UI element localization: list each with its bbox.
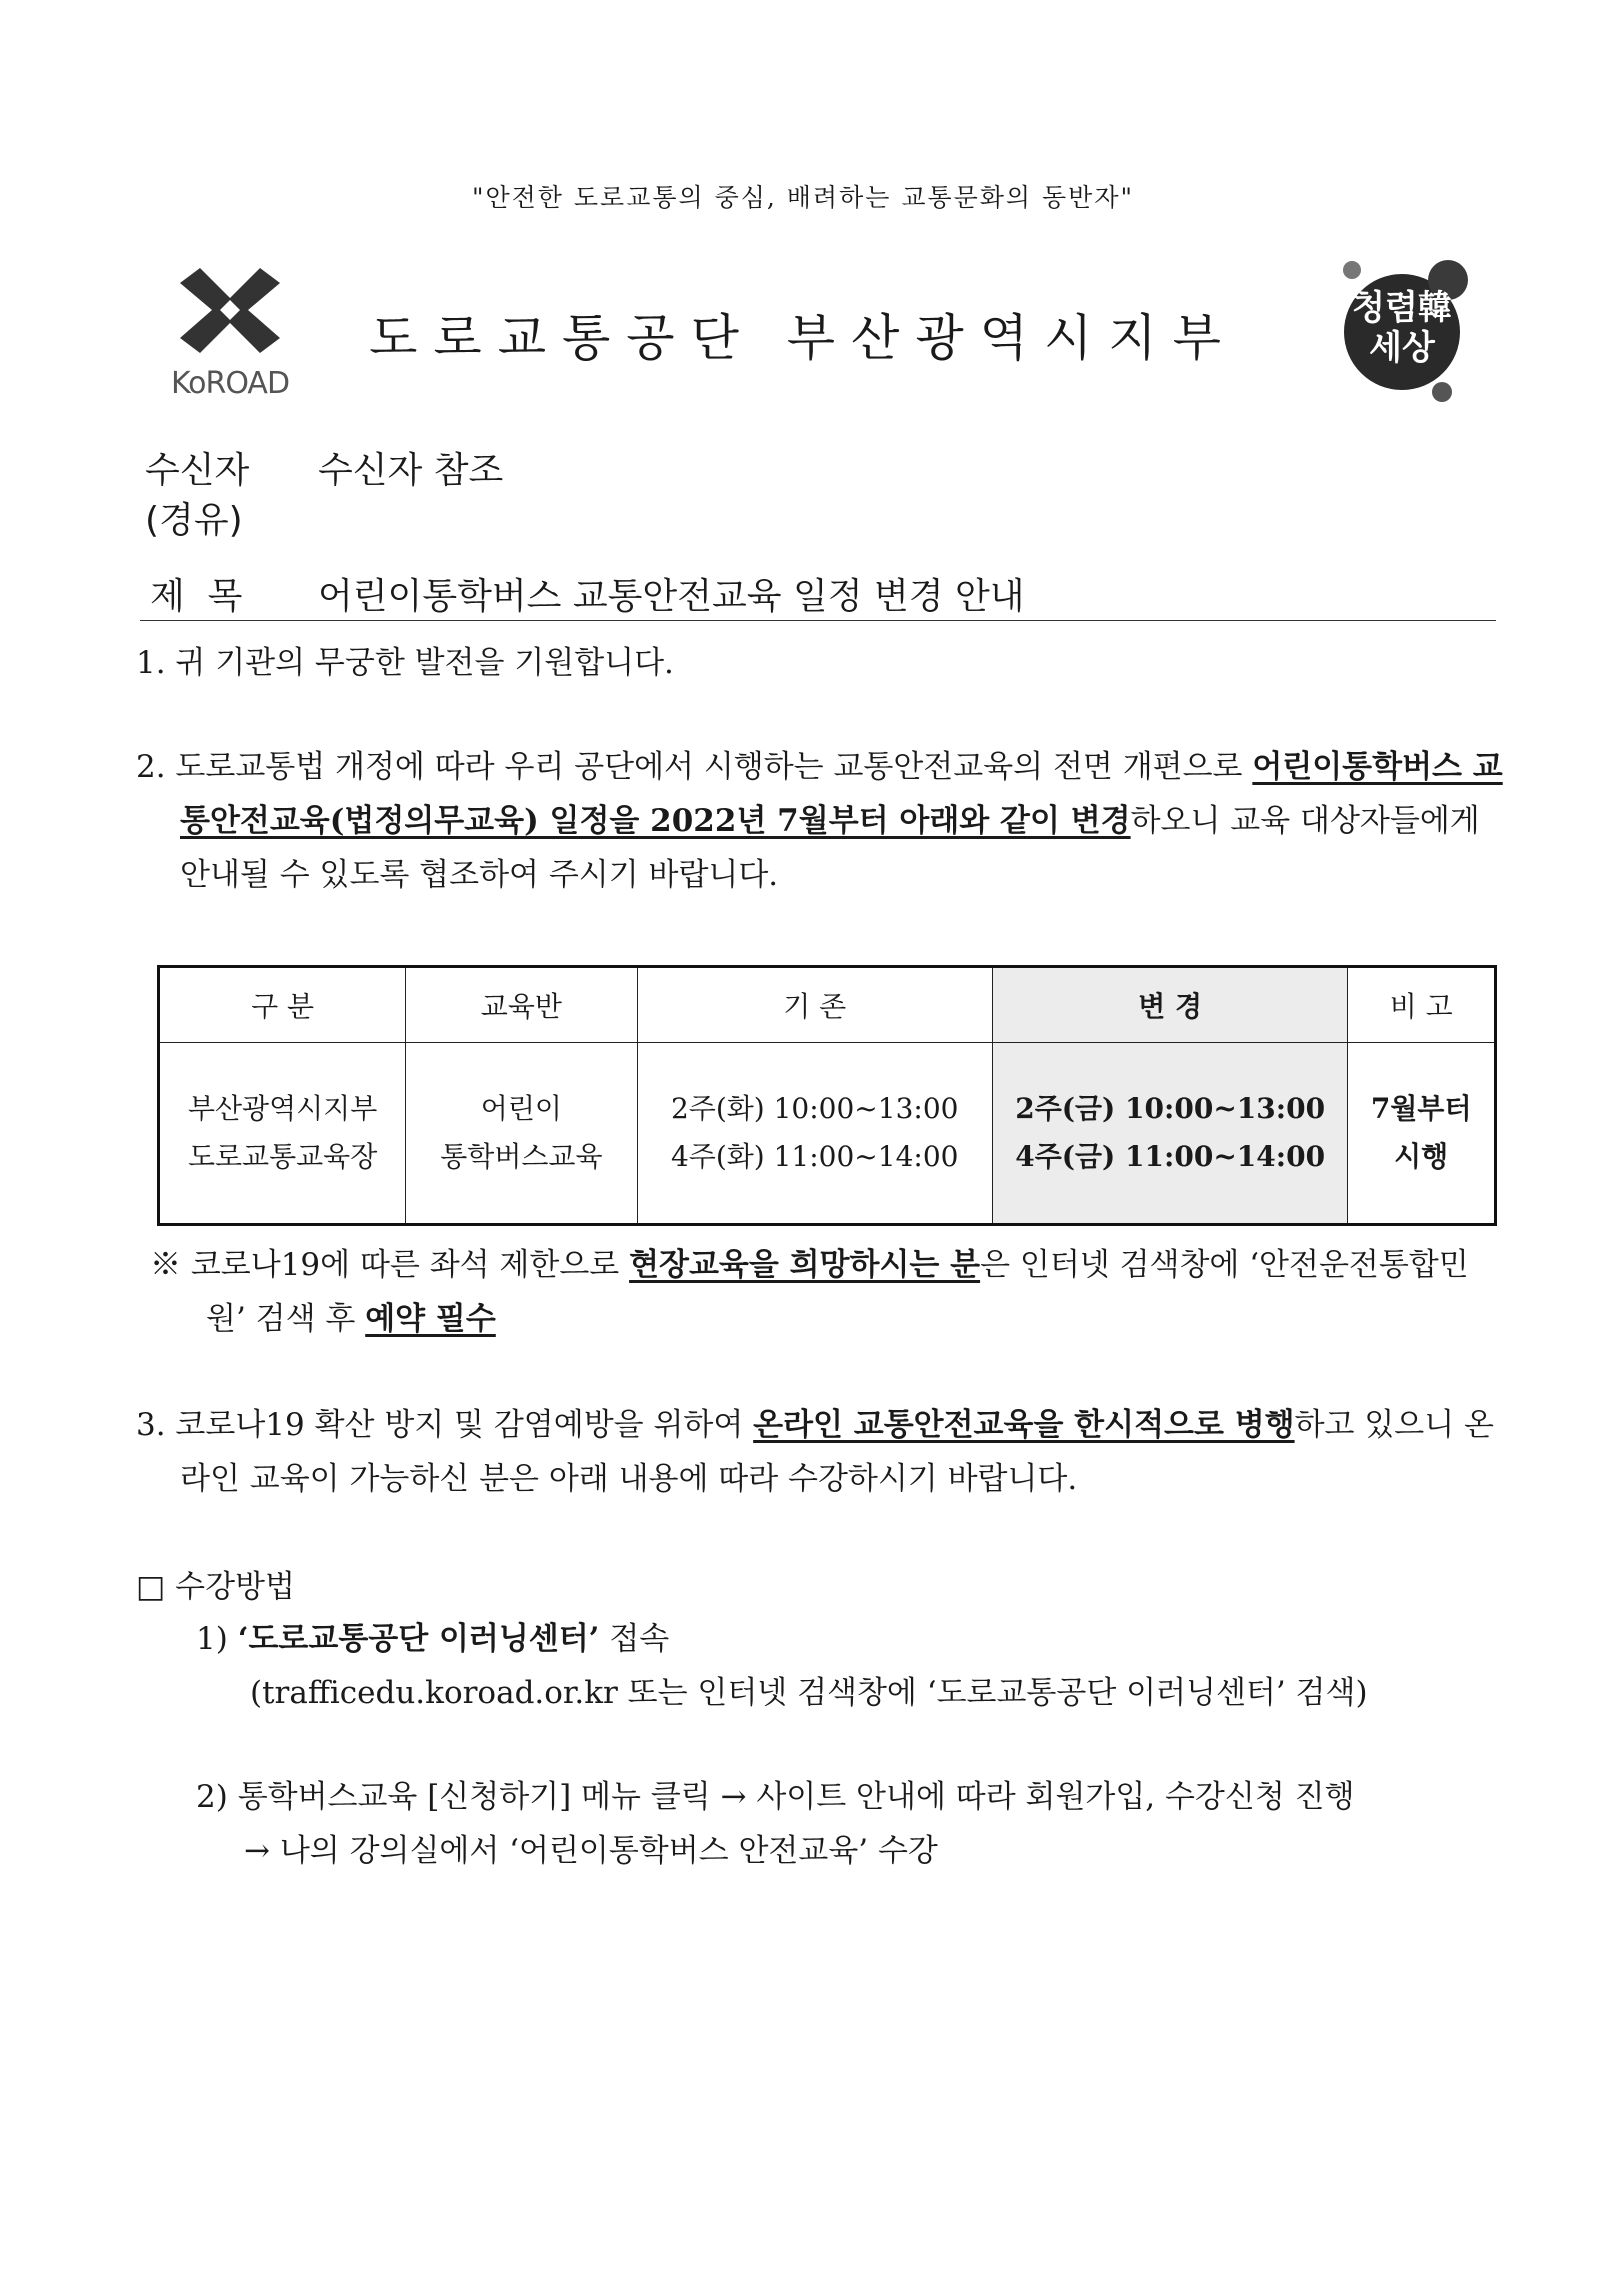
- note-middle: 은 인터넷 검색창에 ‘안전운전통합민원’ 검색 후: [206, 1247, 1469, 1337]
- method-step-2: [196, 1770, 1506, 1824]
- subject-label: 제 목: [150, 576, 243, 617]
- step-2-number: 2): [196, 1779, 228, 1815]
- header-division: 구 분: [159, 967, 406, 1043]
- method-step-1: [196, 1612, 1496, 1666]
- covid-note: [150, 1238, 1500, 1346]
- paragraph-2-prefix: 2. 도로교통법 개정에 따라 우리 공단에서 시행하는 교통안전교육의 전면 개편으로: [136, 749, 1253, 785]
- cell-division-line: 도로교통교육장: [187, 1140, 378, 1173]
- cell-note: [1348, 1043, 1496, 1225]
- checkbox-icon: □: [136, 1569, 166, 1605]
- cell-division-line: 부산광역시지부: [187, 1092, 378, 1125]
- header-after: 변 경: [992, 967, 1347, 1043]
- cell-before-line: 2주(화) 10:00~13:00: [670, 1092, 959, 1125]
- cell-class-line: 통학버스교육: [440, 1140, 603, 1173]
- cell-after: [992, 1043, 1347, 1225]
- cell-division: [159, 1043, 406, 1225]
- header-before: 기 존: [637, 967, 992, 1043]
- header-class: 교육반: [406, 967, 637, 1043]
- note-emphasis-2: 예약 필수: [365, 1301, 496, 1337]
- step-1-detail: (trafficedu.koroad.or.kr 또는 인터넷 검색창에 ‘도로교통공단 이러닝센터’ 검색): [250, 1675, 1368, 1711]
- cell-class-line: 어린이: [480, 1092, 562, 1125]
- method-title: [136, 1560, 295, 1614]
- paragraph-3: [136, 1398, 1506, 1506]
- cell-note-line: 7월부터: [1370, 1092, 1472, 1125]
- via-label: (경유): [145, 500, 243, 541]
- table-row: [159, 1043, 1496, 1225]
- step-1-action: 접속: [599, 1621, 670, 1657]
- seal-text: 청렴韓 세상: [1352, 288, 1452, 368]
- paragraph-3-prefix: 3. 코로나19 확산 방지 및 감염예방을 위하여: [136, 1407, 754, 1443]
- integrity-seal: [1330, 250, 1480, 410]
- cell-after-line: 4주(금) 11:00~14:00: [1015, 1140, 1326, 1173]
- method-title-text: 수강방법: [175, 1569, 295, 1605]
- cell-before: [637, 1043, 992, 1225]
- cell-after-line: 2주(금) 10:00~13:00: [1015, 1092, 1326, 1125]
- cell-note-line: 시행: [1394, 1140, 1449, 1173]
- logo-text: KoROAD: [170, 366, 290, 401]
- header-note: 비 고: [1348, 967, 1496, 1043]
- paragraph-2-suffix: 하오니 교육 대상자들에게 안내될 수 있도록 협조하여 주시기 바랍니다.: [180, 803, 1480, 893]
- paragraph-3-emphasis: 온라인 교통안전교육을 한시적으로 병행: [753, 1407, 1295, 1443]
- organization-name: 도로교통공단 부산광역시지부: [369, 309, 1237, 367]
- paragraph-2: [136, 740, 1506, 902]
- cell-before-line: 4주(화) 11:00~14:00: [670, 1140, 959, 1173]
- cell-class: [406, 1043, 637, 1225]
- paragraph-2-emphasis: 어린이통학버스 교통안전교육(법정의무교육) 일정을 2022년 7월부터 아래와 같이 변경: [180, 749, 1503, 839]
- schedule-table: [157, 965, 1497, 1226]
- note-emphasis-1: 현장교육을 희망하시는 분: [629, 1247, 981, 1283]
- step-1-number: 1): [196, 1621, 228, 1657]
- motto: "안전한 도로교통의 중심, 배려하는 교통문화의 동반자": [472, 183, 1134, 212]
- recipient-label: 수신자: [145, 450, 250, 491]
- step-2-line-2: → 나의 강의실에서 ‘어린이통학버스 안전교육’ 수강: [244, 1833, 938, 1869]
- recipient-value: 수신자 참조: [318, 450, 504, 491]
- step-2-line-1: 통학버스교육 [신청하기] 메뉴 클릭 → 사이트 안내에 따라 회원가입, 수강신청 진행: [237, 1779, 1355, 1815]
- step-1-site: ‘도로교통공단 이러닝센터’: [237, 1621, 600, 1657]
- paragraph-1: 1. 귀 기관의 무궁한 발전을 기원합니다.: [136, 645, 674, 681]
- subject-value: 어린이통학버스 교통안전교육 일정 변경 안내: [318, 576, 1025, 617]
- paragraph-3-suffix: 하고 있으니 온라인 교육이 가능하신 분은 아래 내용에 따라 수강하시기 바랍니다.: [180, 1407, 1494, 1497]
- note-prefix: 코로나19에 따른 좌석 제한으로: [190, 1247, 630, 1283]
- note-mark: ※: [150, 1247, 181, 1283]
- header-divider: [140, 620, 1496, 621]
- table-header-row: [159, 967, 1496, 1043]
